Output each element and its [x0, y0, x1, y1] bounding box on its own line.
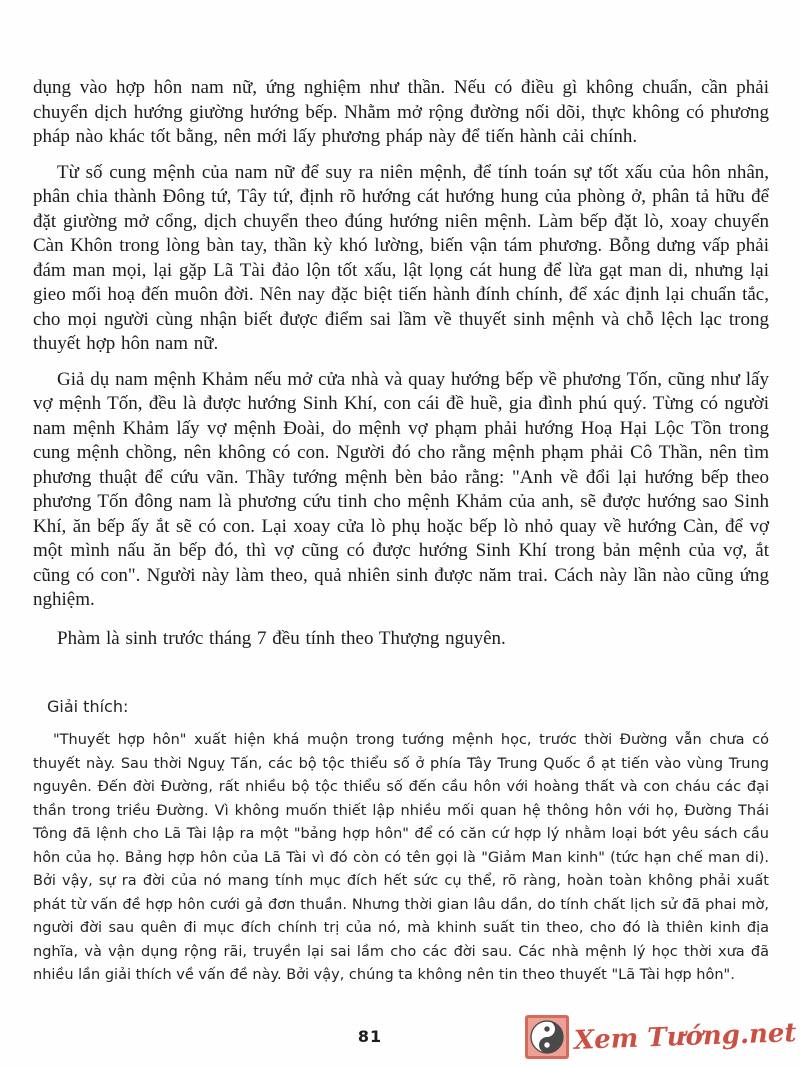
note-paragraph: "Thuyết hợp hôn" xuất hiện khá muộn trong tướng mệnh học, trước thời Đường vẫn chưa có thuyết này. Sau thời Nguỵ Tấn, các bộ tộc thiểu số ở phía Tây Trung Quốc ồ ạt tiến vào vùng Trung nguyên. Đến đời Đường, rất nhiều bộ tộc thiểu số đến cầu hôn với hoàng thất và con cháu các đại thần trong triều Đường. Vì không muốn thiết lập nhiều mối quan hệ thông hôn với họ, Đường Thái Tông đã lệnh cho Lã Tài lập ra một "bảng hợp hôn" để có căn cứ hợp lý nhằm loại bớt yêu sách cầu hôn của họ. Bảng hợp hôn của Lã Tài vì đó còn có tên gọi là "Giảm Man kinh" (tức hạn chế man di). Bởi vậy, sự ra đời của nó mang tính mục đích hết sức cụ thể, rõ ràng, hoàn toàn không phải xuất phát từ vấn đề hợp hôn cưới gả đơn thuần. Nhưng thời gian lâu dần, do tính chất lịch sử đã phai mờ, người đời sau quên đi mục đích chính trị của nó, mà khinh suất tin theo, cho đó là thiên kinh địa nghĩa, và vận dụng rộng rãi, truyền lại sai lầm cho các đời sau. Các nhà mệnh lý học thời xưa đã nhiều lần giải thích về vấn đề này. Bởi vậy, chúng ta không nên tin theo thuyết "Lã Tài hợp hôn". — [33, 732, 769, 983]
page-number: 81 — [357, 1027, 383, 1046]
body-paragraph: Giả dụ nam mệnh Khảm nếu mở cửa nhà và quay hướng bếp về phương Tốn, cũng như lấy vợ mệnh Tốn, đều là được hướng Sinh Khí, con cái đề huề, gia đình phú quý. Từng có người nam mệnh Khảm lấy vợ mệnh Đoài, do mệnh vợ phạm phải hướng Hoạ Hại Lộc Tồn trong cung mệnh chồng, nên không có con. Người đó cho rằng mệnh phạm phải Cô Thần, nên tìm phương thuật để cứu vãn. Thầy tướng mệnh bèn bảo rằng: "Anh về đổi lại hướng bếp theo phương Tốn đông nam là phương cứu tinh cho mệnh Khảm của anh, sẽ được hướng sao Sinh Khí, ăn bếp ấy ắt sẽ có con. Lại xoay cửa lò phụ hoặc bếp lò nhỏ quay về hướng Càn, để vợ một mình nấu ăn bếp đó, thì vợ cũng có được hướng Sinh Khí trong bản mệnh của vợ, ắt cũng có con". Người này làm theo, quả nhiên sinh được năm trai. Cách này lần nào cũng ứng nghiệm. — [33, 368, 769, 610]
watermark — [525, 1015, 796, 1059]
body-paragraph: Phàm là sinh trước tháng 7 đều tính theo Thượng nguyên. — [57, 627, 506, 649]
body-text — [33, 76, 769, 988]
watermark-text: Xem Tướng.net — [573, 1018, 797, 1056]
body-paragraph: dụng vào hợp hôn nam nữ, ứng nghiệm như thần. Nếu có điều gì không chuẩn, cần phải chuyển dịch hướng giường hướng bếp. Nhằm mở rộng đường nối dõi, thực không có phương pháp nào khác tốt bằng, nên mới lấy phương pháp này để tiến hành cải chính. — [33, 77, 769, 147]
yin-yang-icon — [525, 1015, 569, 1059]
body-paragraph: Từ số cung mệnh của nam nữ để suy ra niên mệnh, để tính toán sự tốt xấu của hôn nhân, phân chia thành Đông tứ, Tây tứ, định rõ hướng cát hướng hung của phòng ở, phân tả hữu để đặt giường mở cổng, dịch chuyển theo đúng hướng niên mệnh. Làm bếp đặt lò, xoay chuyển Càn Khôn trong lòng bàn tay, thần kỳ khó lường, biến vận tám phương. Bỗng dưng vấp phải đám man mọi, lại gặp Lã Tài đảo lộn tốt xấu, lật lọng cát hung để lừa gạt man di, nhưng lại gieo mối hoạ đến muôn đời. Nên nay đặc biệt tiến hành đính chính, để xác định lại chuẩn tắc, cho mọi người cùng nhận biết được điểm sai lầm về thuyết sinh mệnh và chỗ lệch lạc trong thuyết hợp hôn nam nữ. — [33, 161, 769, 354]
note-heading: Giải thích: — [47, 697, 129, 716]
